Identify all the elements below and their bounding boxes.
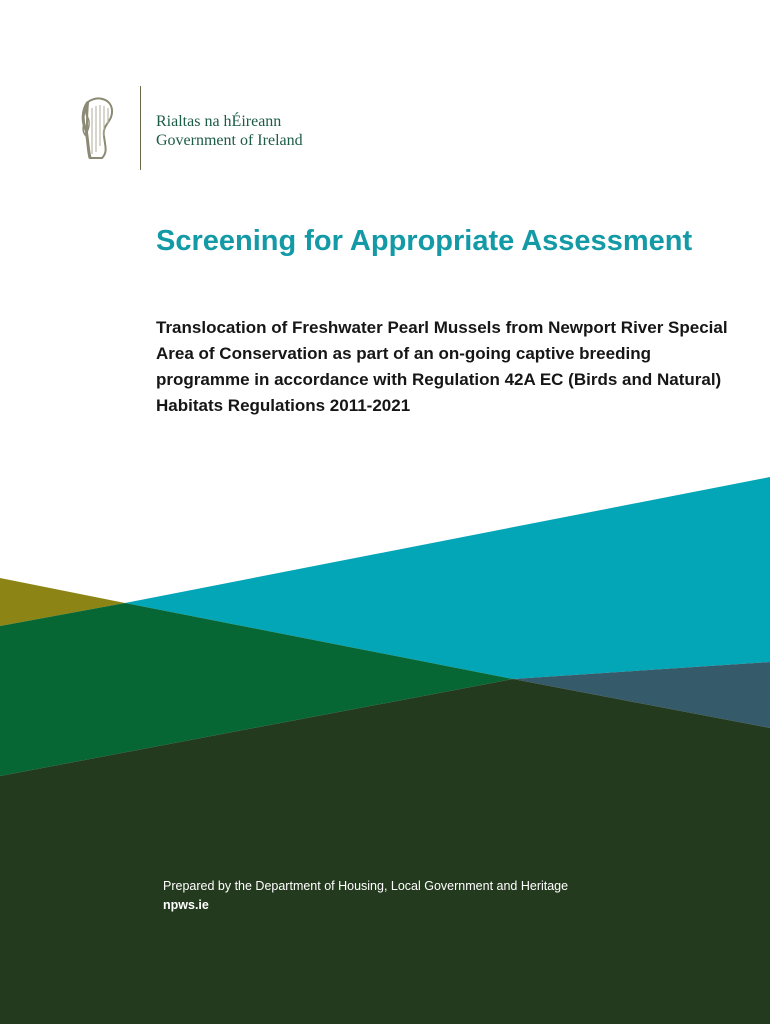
prepared-by-text: Prepared by the Department of Housing, Local Government and Heritage <box>163 879 569 893</box>
logo-english-text: Government of Ireland <box>156 132 303 149</box>
government-emblem <box>78 88 118 170</box>
website-link[interactable]: npws.ie <box>163 898 209 912</box>
harp-icon <box>78 94 118 164</box>
logo-divider <box>140 86 141 170</box>
document-subtitle: Translocation of Freshwater Pearl Mussels from Newport River Special Area of Conservation as part of an on-going captive breeding programme in accordance with Regulation 42A EC (Birds and Natural) Habitats Regulations 2011-2021 <box>156 318 728 415</box>
government-wordmark <box>156 112 303 150</box>
logo-irish-text: Rialtas na hÉireann <box>156 113 282 130</box>
cover-footer <box>163 877 568 915</box>
document-title: Screening for Appropriate Assessment <box>156 225 693 257</box>
